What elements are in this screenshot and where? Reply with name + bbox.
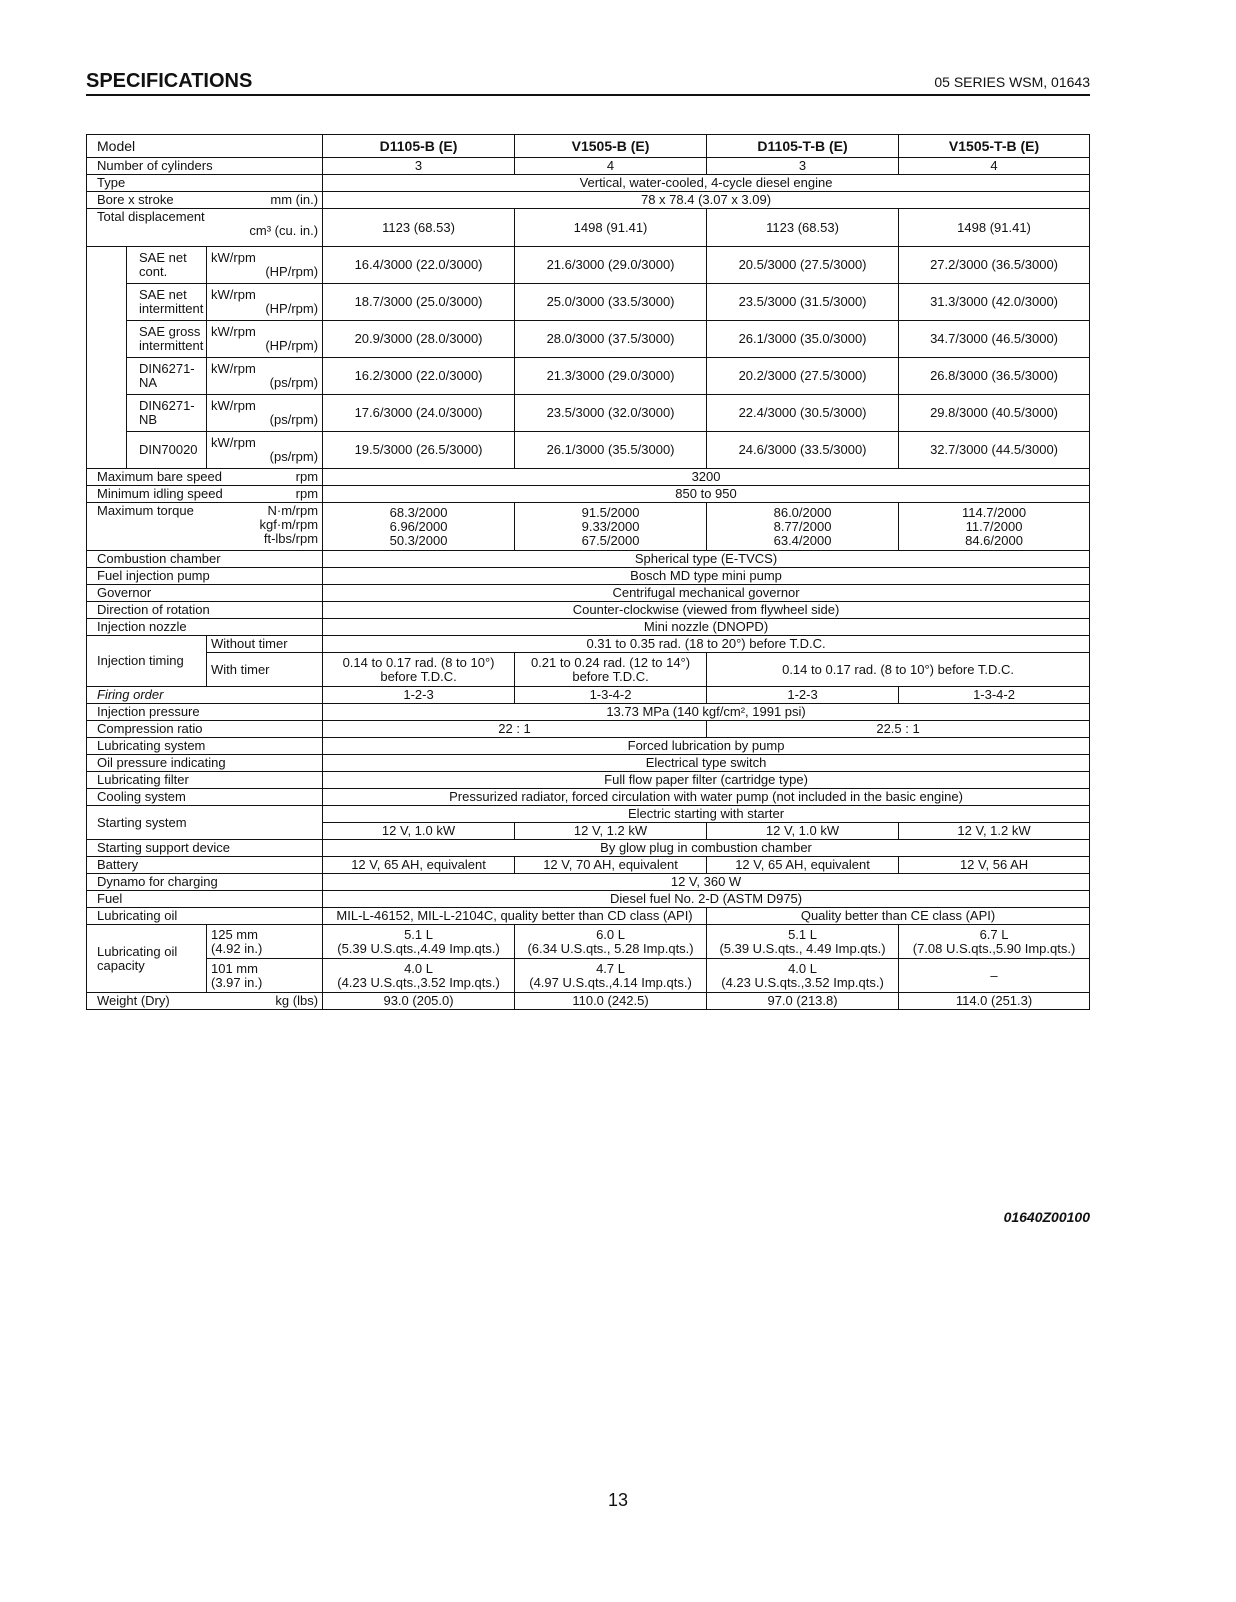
table-cell: Bosch MD type mini pump	[323, 568, 1090, 585]
table-row	[87, 789, 1090, 806]
table-cell: 4	[515, 158, 707, 175]
table-cell: 20.5/3000 (27.5/3000)	[707, 247, 899, 284]
value-text: 63.4/2000	[773, 532, 832, 548]
table-cell: By glow plug in combustion chamber	[323, 840, 1090, 857]
table-cell: 4.0 L (4.23 U.S.qts.,3.52 Imp.qts.)	[707, 959, 899, 993]
table-cell: 27.2/3000 (36.5/3000)	[899, 247, 1090, 284]
unit-cell	[207, 358, 323, 395]
table-cell: Full flow paper filter (cartridge type)	[323, 772, 1090, 789]
table-cell	[707, 503, 899, 551]
table-cell: 0.14 to 0.17 rad. (8 to 10°) before T.D.C.	[707, 653, 1090, 687]
table-cell: 93.0 (205.0)	[323, 993, 515, 1010]
table-row	[87, 247, 1090, 284]
label-text: Weight (Dry)	[97, 993, 170, 1008]
table-cell: 25.0/3000 (33.5/3000)	[515, 284, 707, 321]
table-cell: Forced lubrication by pump	[323, 738, 1090, 755]
model-header: D1105-T-B (E)	[707, 135, 899, 158]
table-row	[87, 585, 1090, 602]
unit-cell	[207, 432, 323, 469]
table-cell: 20.2/3000 (27.5/3000)	[707, 358, 899, 395]
table-cell: 1-2-3	[323, 687, 515, 704]
row-label: Starting support device	[87, 840, 323, 857]
table-cell: 1-2-3	[707, 687, 899, 704]
unit-cell	[207, 247, 323, 284]
page-title: SPECIFICATIONS	[86, 70, 253, 92]
row-label: Direction of rotation	[87, 602, 323, 619]
value-text: 114.7/2000	[961, 504, 1027, 520]
table-cell: 21.6/3000 (29.0/3000)	[515, 247, 707, 284]
sub-label: DIN6271-NA	[127, 358, 207, 395]
sub-label: SAE net cont.	[127, 247, 207, 284]
table-cell: 12 V, 56 AH	[899, 857, 1090, 874]
table-row	[87, 568, 1090, 585]
model-header: V1505-T-B (E)	[899, 135, 1090, 158]
table-cell: 28.0/3000 (37.5/3000)	[515, 321, 707, 358]
table-row	[87, 840, 1090, 857]
value-text: 6.96/2000	[389, 518, 448, 534]
label-text: Maximum torque	[97, 503, 194, 518]
unit-text: (ps/rpm)	[269, 449, 319, 464]
table-cell: 0.31 to 0.35 rad. (18 to 20°) before T.D.C.	[323, 636, 1090, 653]
row-label: Cooling system	[87, 789, 323, 806]
table-cell: 12 V, 1.2 kW	[515, 823, 707, 840]
value-text: 84.6/2000	[965, 532, 1023, 548]
table-row	[87, 551, 1090, 568]
table-cell: 17.6/3000 (24.0/3000)	[323, 395, 515, 432]
unit-text: cm³ (cu. in.)	[249, 223, 319, 238]
table-cell: 1-3-4-2	[515, 687, 707, 704]
table-cell: Vertical, water-cooled, 4-cycle diesel engine	[323, 175, 1090, 192]
sub-label: With timer	[207, 653, 323, 687]
unit-stack	[260, 504, 319, 546]
table-cell: 114.0 (251.3)	[899, 993, 1090, 1010]
row-label	[87, 486, 323, 503]
value-text: 11.7/2000	[965, 518, 1023, 534]
table-cell: 16.2/3000 (22.0/3000)	[323, 358, 515, 395]
table-cell: 12 V, 70 AH, equivalent	[515, 857, 707, 874]
row-label	[87, 469, 323, 486]
unit-text: kW/rpm	[211, 398, 256, 413]
value-text: 86.0/2000	[773, 504, 832, 520]
row-label: Combustion chamber	[87, 551, 323, 568]
unit-text: kW/rpm	[211, 250, 256, 265]
label-text: Total displacement	[97, 209, 205, 224]
row-label	[87, 192, 323, 209]
table-cell: 16.4/3000 (22.0/3000)	[323, 247, 515, 284]
sub-label: DIN70020	[127, 432, 207, 469]
table-cell: 4.0 L (4.23 U.S.qts.,3.52 Imp.qts.)	[323, 959, 515, 993]
table-row	[87, 209, 1090, 247]
unit-text: kg (lbs)	[275, 993, 319, 1008]
table-cell: 12 V, 360 W	[323, 874, 1090, 891]
table-row	[87, 175, 1090, 192]
row-label	[87, 209, 323, 247]
table-row	[87, 721, 1090, 738]
label-text: Bore x stroke	[97, 192, 174, 207]
table-row	[87, 469, 1090, 486]
row-label: Dynamo for charging	[87, 874, 323, 891]
model-header-row	[87, 135, 1090, 158]
value-text: 68.3/2000	[389, 504, 448, 520]
table-cell: 22 : 1	[323, 721, 707, 738]
label-text: Maximum bare speed	[97, 469, 222, 484]
value-text: 50.3/2000	[389, 532, 448, 548]
sub-label: 101 mm (3.97 in.)	[207, 959, 323, 993]
table-cell: 18.7/3000 (25.0/3000)	[323, 284, 515, 321]
table-cell: 26.1/3000 (35.0/3000)	[707, 321, 899, 358]
unit-text: (HP/rpm)	[265, 264, 319, 279]
row-label: Injection nozzle	[87, 619, 323, 636]
unit-cell	[207, 395, 323, 432]
table-cell: 12 V, 1.2 kW	[899, 823, 1090, 840]
table-cell: 21.3/3000 (29.0/3000)	[515, 358, 707, 395]
table-cell: 23.5/3000 (32.0/3000)	[515, 395, 707, 432]
row-label: Starting system	[87, 806, 323, 840]
label-text: Minimum idling speed	[97, 486, 223, 501]
table-cell: 3200	[323, 469, 1090, 486]
table-cell: Counter-clockwise (viewed from flywheel side)	[323, 602, 1090, 619]
table-row	[87, 806, 1090, 823]
table-cell	[323, 503, 515, 551]
unit-text: (ps/rpm)	[269, 375, 319, 390]
table-cell: 32.7/3000 (44.5/3000)	[899, 432, 1090, 469]
table-row	[87, 653, 1090, 687]
table-cell: 34.7/3000 (46.5/3000)	[899, 321, 1090, 358]
table-cell: 1-3-4-2	[899, 687, 1090, 704]
row-label: Compression ratio	[87, 721, 323, 738]
row-label: Lubricating filter	[87, 772, 323, 789]
row-label: Number of cylinders	[87, 158, 323, 175]
table-cell: Mini nozzle (DNOPD)	[323, 619, 1090, 636]
sub-label: SAE net intermittent	[127, 284, 207, 321]
table-cell: 19.5/3000 (26.5/3000)	[323, 432, 515, 469]
sub-label: DIN6271-NB	[127, 395, 207, 432]
sub-label: Without timer	[207, 636, 323, 653]
table-cell: 12 V, 1.0 kW	[707, 823, 899, 840]
value-text: 8.77/2000	[773, 518, 832, 534]
row-label: Type	[87, 175, 323, 192]
table-row	[87, 358, 1090, 395]
table-row	[87, 602, 1090, 619]
unit-text: kW/rpm	[211, 287, 256, 302]
unit-text: N·m/rpm	[267, 503, 319, 518]
table-cell: 26.8/3000 (36.5/3000)	[899, 358, 1090, 395]
table-row	[87, 432, 1090, 469]
table-cell: Diesel fuel No. 2-D (ASTM D975)	[323, 891, 1090, 908]
table-cell: Spherical type (E-TVCS)	[323, 551, 1090, 568]
value-text: 67.5/2000	[581, 532, 640, 548]
unit-text: kW/rpm	[211, 361, 256, 376]
table-cell: –	[899, 959, 1090, 993]
table-row	[87, 908, 1090, 925]
table-cell: 5.1 L (5.39 U.S.qts.,4.49 Imp.qts.)	[323, 925, 515, 959]
unit-text: mm (in.)	[270, 192, 319, 207]
table-row	[87, 755, 1090, 772]
table-cell: 4	[899, 158, 1090, 175]
row-label: Injection pressure	[87, 704, 323, 721]
table-row	[87, 993, 1090, 1010]
table-row	[87, 486, 1090, 503]
table-row	[87, 857, 1090, 874]
table-cell: 850 to 950	[323, 486, 1090, 503]
document-reference: 05 SERIES WSM, 01643	[934, 74, 1090, 90]
table-cell: 23.5/3000 (31.5/3000)	[707, 284, 899, 321]
table-cell: 13.73 MPa (140 kgf/cm², 1991 psi)	[323, 704, 1090, 721]
figure-reference: 01640Z00100	[1003, 1209, 1090, 1225]
table-cell: 0.21 to 0.24 rad. (12 to 14°) before T.D.C.	[515, 653, 707, 687]
row-label: Governor	[87, 585, 323, 602]
table-row	[87, 192, 1090, 209]
page-number: 13	[607, 1490, 629, 1510]
table-cell: 31.3/3000 (42.0/3000)	[899, 284, 1090, 321]
table-row	[87, 321, 1090, 358]
table-row	[87, 503, 1090, 551]
table-row	[87, 891, 1090, 908]
table-cell: Pressurized radiator, forced circulation with water pump (not included in the basic engine)	[323, 789, 1090, 806]
table-cell: 1498 (91.41)	[515, 209, 707, 247]
table-cell: 12 V, 1.0 kW	[323, 823, 515, 840]
unit-text: rpm	[295, 486, 319, 501]
table-cell: Electric starting with starter	[323, 806, 1090, 823]
table-cell: 26.1/3000 (35.5/3000)	[515, 432, 707, 469]
specifications-table	[86, 134, 1090, 1010]
table-row	[87, 636, 1090, 653]
table-row	[87, 395, 1090, 432]
table-cell: 3	[707, 158, 899, 175]
model-header: D1105-B (E)	[323, 135, 515, 158]
table-cell: 20.9/3000 (28.0/3000)	[323, 321, 515, 358]
row-label: Lubricating oil	[87, 908, 323, 925]
model-header: V1505-B (E)	[515, 135, 707, 158]
table-cell: 6.7 L (7.08 U.S.qts.,5.90 Imp.qts.)	[899, 925, 1090, 959]
unit-text: (HP/rpm)	[265, 338, 319, 353]
table-cell: 29.8/3000 (40.5/3000)	[899, 395, 1090, 432]
row-label: Fuel injection pump	[87, 568, 323, 585]
table-cell	[899, 503, 1090, 551]
unit-cell	[207, 284, 323, 321]
table-cell: 1123 (68.53)	[707, 209, 899, 247]
table-row	[87, 284, 1090, 321]
row-label	[87, 503, 323, 551]
table-cell: 12 V, 65 AH, equivalent	[707, 857, 899, 874]
table-cell: 1498 (91.41)	[899, 209, 1090, 247]
table-cell: Electrical type switch	[323, 755, 1090, 772]
table-row	[87, 704, 1090, 721]
unit-text: kgf·m/rpm	[259, 517, 319, 532]
table-cell: 78 x 78.4 (3.07 x 3.09)	[323, 192, 1090, 209]
table-row	[87, 874, 1090, 891]
table-row	[87, 687, 1090, 704]
unit-text: rpm	[295, 469, 319, 484]
unit-text: kW/rpm	[211, 324, 256, 339]
row-label: Oil pressure indicating	[87, 755, 323, 772]
table-cell: 6.0 L (6.34 U.S.qts., 5.28 Imp.qts.)	[515, 925, 707, 959]
unit-text: kW/rpm	[211, 435, 256, 450]
table-cell: Quality better than CE class (API)	[707, 908, 1090, 925]
row-label: Fuel	[87, 891, 323, 908]
table-cell: MIL-L-46152, MIL-L-2104C, quality better than CD class (API)	[323, 908, 707, 925]
brake-horsepower-group	[87, 247, 127, 469]
row-label: Lubricating system	[87, 738, 323, 755]
table-cell: 97.0 (213.8)	[707, 993, 899, 1010]
row-label: Battery	[87, 857, 323, 874]
row-label: Lubricating oil capacity	[87, 925, 207, 993]
table-cell: 1123 (68.53)	[323, 209, 515, 247]
value-text: 9.33/2000	[581, 518, 640, 534]
unit-cell	[207, 321, 323, 358]
row-label	[87, 993, 323, 1010]
table-row	[87, 959, 1090, 993]
table-cell	[515, 503, 707, 551]
table-cell: 24.6/3000 (33.5/3000)	[707, 432, 899, 469]
table-cell: 4.7 L (4.97 U.S.qts.,4.14 Imp.qts.)	[515, 959, 707, 993]
table-cell: 110.0 (242.5)	[515, 993, 707, 1010]
row-label: Injection timing	[87, 636, 207, 687]
unit-text: (HP/rpm)	[265, 301, 319, 316]
table-row	[87, 772, 1090, 789]
unit-text: (ps/rpm)	[269, 412, 319, 427]
row-label: Firing order	[87, 687, 323, 704]
table-cell: 12 V, 65 AH, equivalent	[323, 857, 515, 874]
table-cell: 0.14 to 0.17 rad. (8 to 10°) before T.D.C.	[323, 653, 515, 687]
sub-label: 125 mm (4.92 in.)	[207, 925, 323, 959]
table-cell: 22.4/3000 (30.5/3000)	[707, 395, 899, 432]
table-cell: 22.5 : 1	[707, 721, 1090, 738]
table-cell: 5.1 L (5.39 U.S.qts., 4.49 Imp.qts.)	[707, 925, 899, 959]
sub-label: SAE gross intermittent	[127, 321, 207, 358]
table-cell: Centrifugal mechanical governor	[323, 585, 1090, 602]
table-row	[87, 738, 1090, 755]
unit-text: ft-lbs/rpm	[263, 531, 319, 546]
page-header	[86, 70, 1090, 96]
model-label: Model	[87, 135, 323, 158]
table-cell: 3	[323, 158, 515, 175]
value-text: 91.5/2000	[581, 504, 640, 520]
table-row	[87, 158, 1090, 175]
table-row	[87, 925, 1090, 959]
table-row	[87, 619, 1090, 636]
